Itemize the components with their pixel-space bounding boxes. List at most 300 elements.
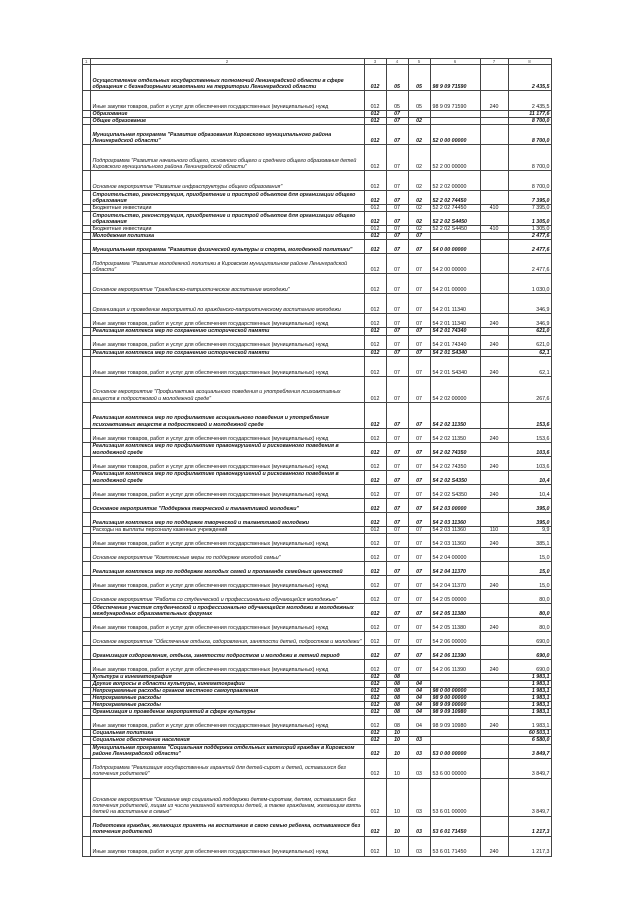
expense-type-code: 240 (480, 428, 508, 442)
table-row (83, 376, 552, 402)
ved-code: 012 (364, 575, 386, 589)
ved-code: 012 (364, 314, 386, 328)
ved-code: 012 (364, 335, 386, 349)
target-article-code: 54 2 04 00000 (430, 547, 480, 561)
subsection-code: 02 (408, 171, 430, 191)
lead-cell (83, 758, 91, 778)
expense-type-code: 240 (480, 335, 508, 349)
table-row (83, 617, 552, 631)
subsection-code: 02 (408, 191, 430, 205)
section-code: 07 (386, 314, 408, 328)
target-article-code: 52 0 00 00000 (430, 125, 480, 145)
lead-cell (83, 617, 91, 631)
ved-code: 012 (364, 547, 386, 561)
expense-type-code: 240 (480, 533, 508, 547)
ved-code: 012 (364, 778, 386, 816)
amount: 1 983,1 (508, 687, 551, 694)
expense-type-code (480, 709, 508, 716)
table-row (83, 118, 552, 125)
subsection-code: 03 (408, 836, 430, 856)
subsection-code: 07 (408, 328, 430, 335)
ved-code: 012 (364, 226, 386, 233)
amount: 1 983,1 (508, 680, 551, 687)
table-row (83, 171, 552, 191)
lead-cell (83, 695, 91, 702)
row-name: Иные закупки товаров, работ и услуг для обеспечения государственных (муниципальных) нужд (90, 659, 364, 673)
amount: 385,1 (508, 533, 551, 547)
section-code: 07 (386, 498, 408, 512)
expense-type-code (480, 512, 508, 526)
expense-type-code (480, 145, 508, 171)
row-name: Подпрограмма "Развитие молодежной политики в Кировском муниципальном районе Ленинградской области" (90, 254, 364, 274)
target-article-code: 98 9 00 00000 (430, 695, 480, 702)
lead-cell (83, 356, 91, 376)
expense-type-code (480, 603, 508, 617)
lead-cell (83, 709, 91, 716)
amount: 7 395,0 (508, 191, 551, 205)
row-name: Иные закупки товаров, работ и услуг для обеспечения государственных (муниципальных) нужд (90, 91, 364, 111)
subsection-code: 07 (408, 376, 430, 402)
expense-type-code (480, 111, 508, 118)
lead-cell (83, 533, 91, 547)
subsection-code: 07 (408, 547, 430, 561)
target-article-code: 52 2 00 00000 (430, 145, 480, 171)
lead-cell (83, 659, 91, 673)
expense-type-code: 110 (480, 526, 508, 533)
subsection-code: 07 (408, 645, 430, 659)
row-name: Основное мероприятие "Обеспечение отдыха, оздоровления, занятости детей, подростков и молодежи" (90, 631, 364, 645)
target-article-code: 54 2 01 S4340 (430, 349, 480, 356)
row-name: Иные закупки товаров, работ и услуг для обеспечения государственных (муниципальных) нужд (90, 617, 364, 631)
target-article-code: 54 2 02 S4350 (430, 484, 480, 498)
ved-code: 012 (364, 191, 386, 205)
table-row (83, 716, 552, 730)
expense-type-code: 240 (480, 91, 508, 111)
subsection-code: 07 (408, 456, 430, 470)
lead-cell (83, 730, 91, 737)
section-code: 07 (386, 512, 408, 526)
lead-cell (83, 65, 91, 91)
subsection-code: 07 (408, 561, 430, 575)
subsection-code: 07 (408, 484, 430, 498)
amount: 3 849,7 (508, 758, 551, 778)
target-article-code: 54 2 02 S4350 (430, 470, 480, 484)
row-name: Реализация комплекса мер по профилактике правонарушений и рискованного поведения в молодежной среде (90, 470, 364, 484)
row-name: Бюджетные инвестиции (90, 205, 364, 212)
lead-cell (83, 328, 91, 335)
expense-type-code (480, 294, 508, 314)
section-code: 07 (386, 335, 408, 349)
expense-type-code: 240 (480, 484, 508, 498)
section-code: 07 (386, 118, 408, 125)
target-article-code: 54 2 06 11390 (430, 645, 480, 659)
subsection-code: 04 (408, 680, 430, 687)
subsection-code: 07 (408, 335, 430, 349)
ved-code: 012 (364, 758, 386, 778)
row-name: Подготовка граждан, желающих принять на воспитание в свою семью ребенка, оставшегося без попечения родителей (90, 816, 364, 836)
section-code: 07 (386, 442, 408, 456)
amount: 62,1 (508, 356, 551, 376)
row-name: Иные закупки товаров, работ и услуг для обеспечения государственных (муниципальных) нужд (90, 335, 364, 349)
section-code: 07 (386, 294, 408, 314)
target-article-code: 53 0 00 00000 (430, 744, 480, 758)
lead-cell (83, 561, 91, 575)
table-row (83, 709, 552, 716)
column-number: 7 (480, 59, 508, 65)
subsection-code: 04 (408, 709, 430, 716)
row-name: Реализация комплекса мер по поддержке творческой и талантливой молодежи (90, 512, 364, 526)
section-code: 07 (386, 484, 408, 498)
amount: 1 305,0 (508, 226, 551, 233)
amount: 80,0 (508, 617, 551, 631)
ved-code: 012 (364, 484, 386, 498)
subsection-code: 07 (408, 402, 430, 428)
ved-code: 012 (364, 111, 386, 118)
amount: 153,6 (508, 402, 551, 428)
expense-type-code (480, 687, 508, 694)
amount: 15,0 (508, 561, 551, 575)
subsection-code: 04 (408, 695, 430, 702)
subsection-code: 07 (408, 617, 430, 631)
target-article-code: 54 2 06 11390 (430, 659, 480, 673)
amount: 15,0 (508, 575, 551, 589)
lead-cell (83, 816, 91, 836)
amount: 2 477,6 (508, 233, 551, 240)
expense-type-code (480, 695, 508, 702)
expense-type-code (480, 254, 508, 274)
subsection-code: 04 (408, 702, 430, 709)
target-article-code: 54 2 03 00000 (430, 498, 480, 512)
section-code: 07 (386, 233, 408, 240)
target-article-code: 52 2 02 74450 (430, 191, 480, 205)
lead-cell (83, 512, 91, 526)
target-article-code: 54 2 04 11370 (430, 561, 480, 575)
table-row (83, 498, 552, 512)
table-row (83, 695, 552, 702)
lead-cell (83, 191, 91, 205)
table-row (83, 575, 552, 589)
ved-code: 012 (364, 631, 386, 645)
expense-type-code (480, 631, 508, 645)
section-code: 07 (386, 645, 408, 659)
section-code: 07 (386, 631, 408, 645)
row-name: Муниципальная программа "Социальная поддержка отдельных категорий граждан в Кировском районе Ленинградской области" (90, 744, 364, 758)
row-name: Строительство, реконструкция, приобретение и пристрой объектов для организации общего образования (90, 212, 364, 226)
target-article-code: 54 2 01 00000 (430, 274, 480, 294)
ved-code: 012 (364, 645, 386, 659)
lead-cell (83, 349, 91, 356)
lead-cell (83, 836, 91, 856)
lead-cell (83, 673, 91, 680)
lead-cell (83, 274, 91, 294)
lead-cell (83, 335, 91, 349)
lead-cell (83, 402, 91, 428)
row-name: Обеспечение участия студенческой и профессионально обучающейся молодежи в молодежных международных образовательных форумах (90, 603, 364, 617)
table-row (83, 778, 552, 816)
ved-code: 012 (364, 744, 386, 758)
target-article-code: 54 2 02 11350 (430, 428, 480, 442)
subsection-code: 07 (408, 659, 430, 673)
subsection-code: 03 (408, 778, 430, 816)
ved-code: 012 (364, 659, 386, 673)
lead-cell (83, 118, 91, 125)
row-name: Организация и проведение мероприятий по гражданско-патриотическому воспитанию молодежи (90, 294, 364, 314)
ved-code: 012 (364, 498, 386, 512)
row-name: Непрограммные расходы органов местного самоуправления (90, 687, 364, 694)
row-name: Бюджетные инвестиции (90, 226, 364, 233)
row-name: Организация и проведение мероприятий в сфере культуры (90, 709, 364, 716)
table-row (83, 512, 552, 526)
column-number: 8 (508, 59, 551, 65)
amount: 2 435,5 (508, 91, 551, 111)
table-row (83, 335, 552, 349)
expense-type-code: 240 (480, 575, 508, 589)
table-row (83, 561, 552, 575)
table-row (83, 212, 552, 226)
lead-cell (83, 744, 91, 758)
target-article-code (430, 233, 480, 240)
table-row (83, 226, 552, 233)
row-name: Социальное обеспечение населения (90, 737, 364, 744)
row-name: Основное мероприятие "Поддержка творческой и талантливой молодежи" (90, 498, 364, 512)
subsection-code: 03 (408, 737, 430, 744)
subsection-code: 02 (408, 118, 430, 125)
expense-type-code (480, 737, 508, 744)
ved-code: 012 (364, 512, 386, 526)
expense-type-code: 240 (480, 716, 508, 730)
ved-code: 012 (364, 254, 386, 274)
target-article-code: 54 2 01 11340 (430, 314, 480, 328)
table-row (83, 428, 552, 442)
subsection-code: 07 (408, 589, 430, 603)
expense-type-code (480, 65, 508, 91)
table-row (83, 111, 552, 118)
table-row (83, 470, 552, 484)
target-article-code: 54 2 03 11360 (430, 512, 480, 526)
target-article-code: 54 2 05 11380 (430, 617, 480, 631)
table-row (83, 744, 552, 758)
ved-code: 012 (364, 695, 386, 702)
table-row (83, 328, 552, 335)
expense-type-code (480, 274, 508, 294)
subsection-code: 07 (408, 349, 430, 356)
expense-type-code: 240 (480, 456, 508, 470)
row-name: Молодежная политика (90, 233, 364, 240)
subsection-code (408, 673, 430, 680)
target-article-code: 54 2 03 11360 (430, 533, 480, 547)
target-article-code (430, 673, 480, 680)
section-code: 05 (386, 65, 408, 91)
column-number: 5 (408, 59, 430, 65)
row-name: Иные закупки товаров, работ и услуг для обеспечения государственных (муниципальных) нужд (90, 575, 364, 589)
amount: 1 983,1 (508, 716, 551, 730)
target-article-code: 98 9 09 10980 (430, 716, 480, 730)
column-number: 2 (90, 59, 364, 65)
amount: 8 700,0 (508, 145, 551, 171)
expense-type-code (480, 125, 508, 145)
lead-cell (83, 456, 91, 470)
table-row (83, 356, 552, 376)
target-article-code: 54 2 05 00000 (430, 589, 480, 603)
subsection-code: 02 (408, 212, 430, 226)
lead-cell (83, 603, 91, 617)
section-code: 07 (386, 349, 408, 356)
amount: 1 030,0 (508, 274, 551, 294)
subsection-code: 07 (408, 470, 430, 484)
amount: 103,6 (508, 456, 551, 470)
target-article-code: 98 9 09 10980 (430, 709, 480, 716)
amount: 1 983,1 (508, 702, 551, 709)
amount: 3 849,7 (508, 744, 551, 758)
ved-code: 012 (364, 730, 386, 737)
table-row (83, 205, 552, 212)
target-article-code: 54 2 02 74350 (430, 442, 480, 456)
row-name: Подпрограмма "Реализация государственных гарантий для детей-сирот и детей, оставшихся без попечения родителей" (90, 758, 364, 778)
table-row (83, 233, 552, 240)
section-code: 07 (386, 575, 408, 589)
section-code: 07 (386, 470, 408, 484)
subsection-code: 02 (408, 125, 430, 145)
expense-type-code: 240 (480, 617, 508, 631)
amount: 80,0 (508, 589, 551, 603)
subsection-code: 02 (408, 226, 430, 233)
expense-type-code: 240 (480, 314, 508, 328)
section-code: 07 (386, 274, 408, 294)
section-code: 10 (386, 836, 408, 856)
table-row (83, 631, 552, 645)
section-code: 07 (386, 254, 408, 274)
lead-cell (83, 687, 91, 694)
target-article-code: 98 0 00 00000 (430, 687, 480, 694)
section-code: 07 (386, 171, 408, 191)
ved-code: 012 (364, 680, 386, 687)
row-name: Социальная политика (90, 730, 364, 737)
section-code: 07 (386, 428, 408, 442)
ved-code: 012 (364, 561, 386, 575)
target-article-code: 98 9 09 71590 (430, 65, 480, 91)
lead-cell (83, 737, 91, 744)
table-row (83, 673, 552, 680)
column-number: 6 (430, 59, 480, 65)
ved-code: 012 (364, 212, 386, 226)
table-row (83, 547, 552, 561)
lead-cell (83, 526, 91, 533)
expense-type-code (480, 589, 508, 603)
section-code: 10 (386, 744, 408, 758)
subsection-code: 07 (408, 603, 430, 617)
target-article-code (430, 737, 480, 744)
section-code: 07 (386, 125, 408, 145)
amount: 1 305,0 (508, 212, 551, 226)
expense-type-code (480, 349, 508, 356)
subsection-code: 07 (408, 442, 430, 456)
target-article-code: 53 6 01 00000 (430, 778, 480, 816)
expense-type-code (480, 744, 508, 758)
target-article-code: 54 2 05 11380 (430, 603, 480, 617)
subsection-code (408, 111, 430, 118)
expense-type-code: 240 (480, 659, 508, 673)
section-code: 07 (386, 533, 408, 547)
lead-cell (83, 171, 91, 191)
amount: 690,0 (508, 659, 551, 673)
subsection-code: 07 (408, 314, 430, 328)
row-name: Иные закупки товаров, работ и услуг для обеспечения государственных (муниципальных) нужд (90, 716, 364, 730)
subsection-code: 07 (408, 631, 430, 645)
amount: 7 395,0 (508, 205, 551, 212)
ved-code: 012 (364, 402, 386, 428)
subsection-code: 04 (408, 687, 430, 694)
amount: 3 849,7 (508, 778, 551, 816)
expense-type-code (480, 402, 508, 428)
section-code: 07 (386, 145, 408, 171)
expense-type-code (480, 547, 508, 561)
amount: 621,0 (508, 335, 551, 349)
amount: 1 217,3 (508, 816, 551, 836)
row-name: Другие вопросы в области культуры, кинематографии (90, 680, 364, 687)
ved-code: 012 (364, 125, 386, 145)
target-article-code: 52 2 02 S4450 (430, 226, 480, 233)
row-name: Иные закупки товаров, работ и услуг для обеспечения государственных (муниципальных) нужд (90, 836, 364, 856)
table-row (83, 65, 552, 91)
section-code: 08 (386, 702, 408, 709)
section-code: 08 (386, 695, 408, 702)
target-article-code: 53 6 01 71450 (430, 836, 480, 856)
table-row (83, 274, 552, 294)
target-article-code (430, 680, 480, 687)
section-code: 05 (386, 91, 408, 111)
row-name: Непрограммные расходы (90, 695, 364, 702)
ved-code: 012 (364, 376, 386, 402)
target-article-code: 52 2 02 74450 (430, 205, 480, 212)
subsection-code: 07 (408, 575, 430, 589)
ved-code: 012 (364, 240, 386, 254)
amount: 6 580,0 (508, 737, 551, 744)
lead-cell (83, 145, 91, 171)
amount: 690,0 (508, 645, 551, 659)
row-name: Реализация комплекса мер по поддержке молодых семей и пропаганде семейных ценностей (90, 561, 364, 575)
ved-code: 012 (364, 356, 386, 376)
subsection-code: 07 (408, 428, 430, 442)
table-row (83, 645, 552, 659)
section-code: 10 (386, 730, 408, 737)
target-article-code: 98 9 09 00000 (430, 702, 480, 709)
row-name: Иные закупки товаров, работ и услуг для обеспечения государственных (муниципальных) нужд (90, 314, 364, 328)
subsection-code: 02 (408, 145, 430, 171)
table-row (83, 314, 552, 328)
lead-cell (83, 778, 91, 816)
ved-code: 012 (364, 526, 386, 533)
expense-type-code (480, 376, 508, 402)
row-name: Основное мероприятие "Работа со студенческой и профессионально обучающейся молодежью" (90, 589, 364, 603)
amount: 80,0 (508, 603, 551, 617)
subsection-code: 03 (408, 758, 430, 778)
section-code: 07 (386, 402, 408, 428)
ved-code: 012 (364, 274, 386, 294)
row-name: Расходы на выплаты персоналу казенных учреждений (90, 526, 364, 533)
target-article-code: 54 2 02 11350 (430, 402, 480, 428)
amount: 395,0 (508, 512, 551, 526)
expense-type-code (480, 645, 508, 659)
row-name: Основное мероприятие "Оказание мер социальной поддержки детям-сиротам, детям, оставшимся без попечения родителей, лицам из числа указанной категории детей, а также гражданам, желающим взять детей на воспитание в семью" (90, 778, 364, 816)
section-code: 07 (386, 659, 408, 673)
row-name: Подпрограмма "Развитие начального общего, основного общего и среднего общего образования детей Кировского муниципального района Ленинградской области" (90, 145, 364, 171)
amount: 103,6 (508, 442, 551, 456)
subsection-code: 07 (408, 356, 430, 376)
row-name: Непрограммные расходы (90, 702, 364, 709)
amount: 346,9 (508, 314, 551, 328)
lead-cell (83, 376, 91, 402)
ved-code: 012 (364, 836, 386, 856)
